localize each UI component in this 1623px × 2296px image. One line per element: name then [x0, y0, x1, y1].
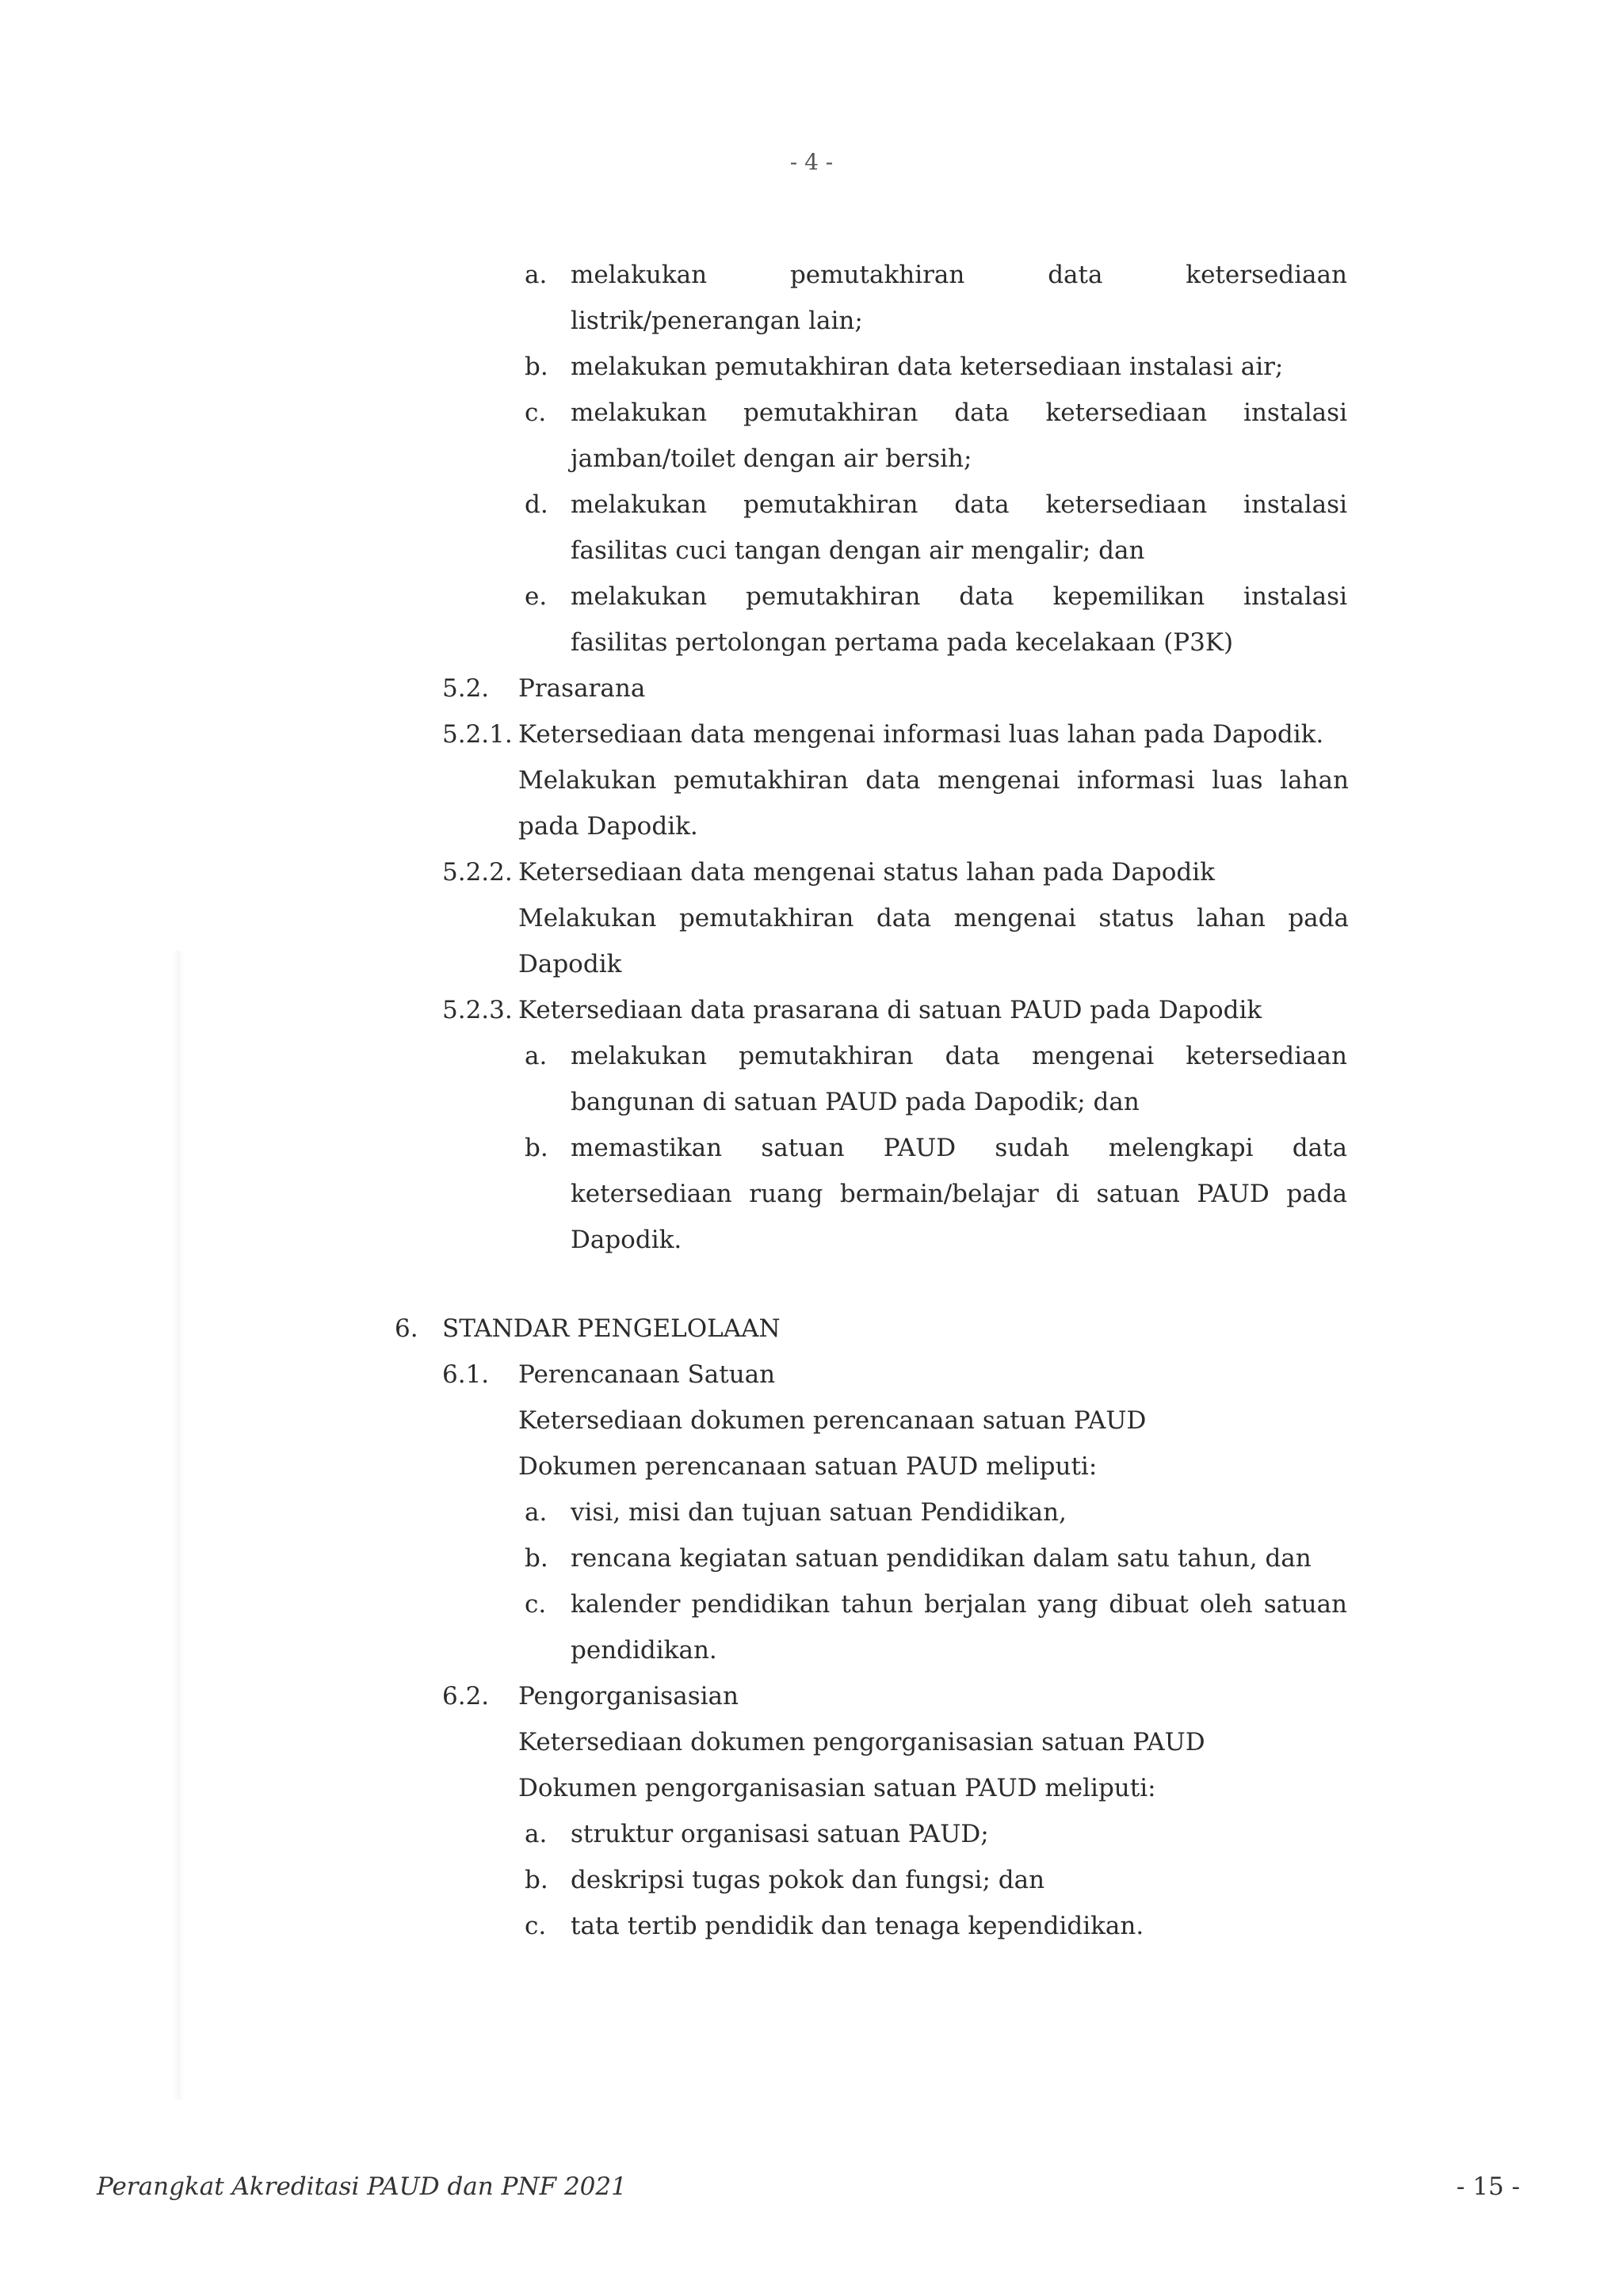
- paragraph: pada Dapodik.: [518, 812, 698, 841]
- paragraph: Dokumen pengorganisasian satuan PAUD meliputi:: [518, 1774, 1156, 1802]
- footer-page-number: - 15 -: [1456, 2172, 1520, 2201]
- scan-shadow: [173, 951, 184, 2100]
- footer-title: Perangkat Akreditasi PAUD dan PNF 2021: [97, 2172, 627, 2201]
- paragraph: Dokumen perencanaan satuan PAUD meliputi:: [518, 1452, 1098, 1481]
- page-number: - 4 -: [789, 149, 834, 175]
- paragraph: Ketersediaan dokumen pengorganisasian satuan PAUD: [518, 1728, 1205, 1756]
- paragraph: Ketersediaan dokumen perencanaan satuan PAUD: [518, 1406, 1147, 1435]
- paragraph: Melakukan pemutakhiran data mengenai status lahan pada: [518, 904, 1349, 933]
- paragraph: Dapodik: [518, 950, 622, 978]
- paragraph: Melakukan pemutakhiran data mengenai informasi luas lahan: [518, 766, 1349, 795]
